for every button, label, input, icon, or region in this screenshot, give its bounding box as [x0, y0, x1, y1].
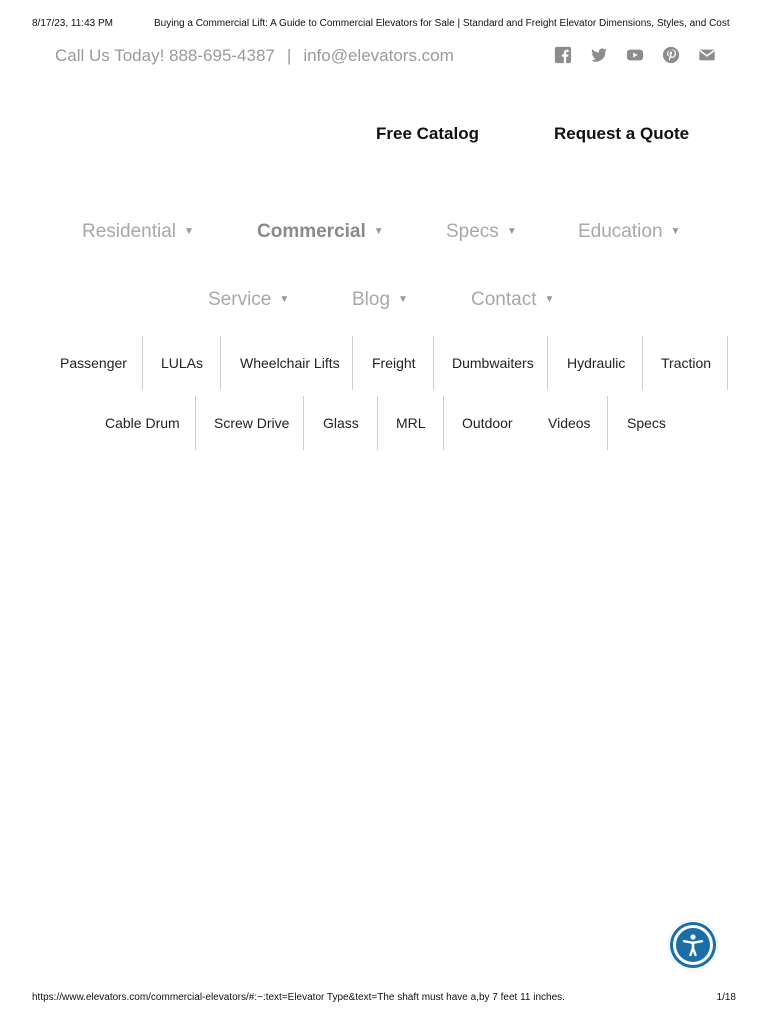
subnav-item-passenger[interactable]: Passenger	[60, 355, 127, 371]
subnav-item-hydraulic[interactable]: Hydraulic	[567, 355, 626, 371]
email-link[interactable]: info@elevators.com	[303, 46, 454, 65]
nav-item-education[interactable]	[578, 221, 680, 243]
subnav-item-outdoor[interactable]: Outdoor	[462, 415, 513, 431]
subnav-divider	[727, 336, 728, 390]
nav-item-label: Commercial	[257, 221, 366, 242]
subnav-item-dumbwaiters[interactable]: Dumbwaiters	[452, 355, 534, 371]
nav-item-specs[interactable]	[446, 221, 517, 243]
subnav-divider	[607, 396, 608, 450]
subnav-item-specs[interactable]: Specs	[627, 415, 666, 431]
nav-item-label: Contact	[471, 289, 537, 310]
subnav-divider	[195, 396, 196, 450]
subnav-divider	[303, 396, 304, 450]
accessibility-button[interactable]	[668, 920, 718, 970]
subnav-item-freight[interactable]: Freight	[372, 355, 416, 371]
subnav-divider	[377, 396, 378, 450]
free-catalog-link[interactable]: Free Catalog	[376, 124, 479, 143]
subnav-divider	[443, 396, 444, 450]
pinterest-icon[interactable]	[660, 44, 682, 66]
nav-item-label: Service	[208, 289, 272, 310]
subnav-divider	[142, 336, 143, 390]
subnav-divider	[642, 336, 643, 390]
subnav-divider	[433, 336, 434, 390]
youtube-icon[interactable]	[624, 44, 646, 66]
nav-item-label: Residential	[82, 221, 176, 242]
subnav-item-traction[interactable]: Traction	[661, 355, 712, 371]
caret-down-icon: ▼	[544, 294, 555, 305]
nav-item-label: Specs	[446, 221, 499, 242]
print-url: https://www.elevators.com/commercial-elevators/#:~:text=Elevator Type&text=The shaft must have a,by 7 feet 11 inches.	[32, 992, 565, 1003]
nav-item-blog[interactable]	[352, 289, 408, 311]
phone-link[interactable]: Call Us Today! 888-695-4387	[55, 46, 275, 65]
facebook-icon[interactable]	[552, 44, 574, 66]
print-page-number: 1/18	[716, 992, 736, 1003]
subnav-item-wheelchair-lifts[interactable]: Wheelchair Lifts	[240, 355, 340, 371]
subnav-divider	[547, 336, 548, 390]
subnav-item-videos[interactable]: Videos	[548, 415, 591, 431]
envelope-icon[interactable]	[696, 44, 718, 66]
request-quote-link[interactable]: Request a Quote	[554, 124, 690, 143]
subnav-item-screw-drive[interactable]: Screw Drive	[214, 415, 290, 431]
sub-nav-row-1	[0, 336, 768, 392]
twitter-icon[interactable]	[588, 44, 610, 66]
nav-item-commercial[interactable]	[257, 221, 384, 243]
print-footer	[32, 992, 736, 1003]
subnav-item-mrl[interactable]: MRL	[396, 415, 426, 431]
caret-down-icon: ▼	[506, 226, 517, 237]
nav-item-contact[interactable]	[471, 289, 554, 311]
nav-item-label: Education	[578, 221, 663, 242]
subnav-item-cable-drum[interactable]: Cable Drum	[105, 415, 180, 431]
nav-item-label: Blog	[352, 289, 391, 310]
caret-down-icon: ▼	[279, 294, 290, 305]
subnav-item-lulas[interactable]: LULAs	[161, 355, 204, 371]
print-datetime: 8/17/23, 11:43 PM	[32, 18, 113, 29]
caret-down-icon: ▼	[184, 226, 194, 237]
accessibility-icon	[673, 925, 713, 965]
caret-down-icon: ▼	[398, 294, 408, 305]
subnav-divider	[352, 336, 353, 390]
print-page-title: Buying a Commercial Lift: A Guide to Commercial Elevators for Sale | Standard and Freight Elevator Dimensions, Styles, and Cost	[154, 18, 730, 29]
caret-down-icon: ▼	[373, 226, 384, 237]
caret-down-icon: ▼	[670, 226, 681, 237]
contact-bar	[55, 46, 454, 66]
subnav-item-glass[interactable]: Glass	[323, 415, 359, 431]
social-links	[552, 44, 718, 66]
subnav-divider	[220, 336, 221, 390]
contact-separator: |	[286, 46, 292, 65]
nav-item-service[interactable]	[208, 289, 289, 311]
nav-item-residential[interactable]	[82, 221, 194, 243]
sub-nav-row-2	[0, 396, 768, 452]
